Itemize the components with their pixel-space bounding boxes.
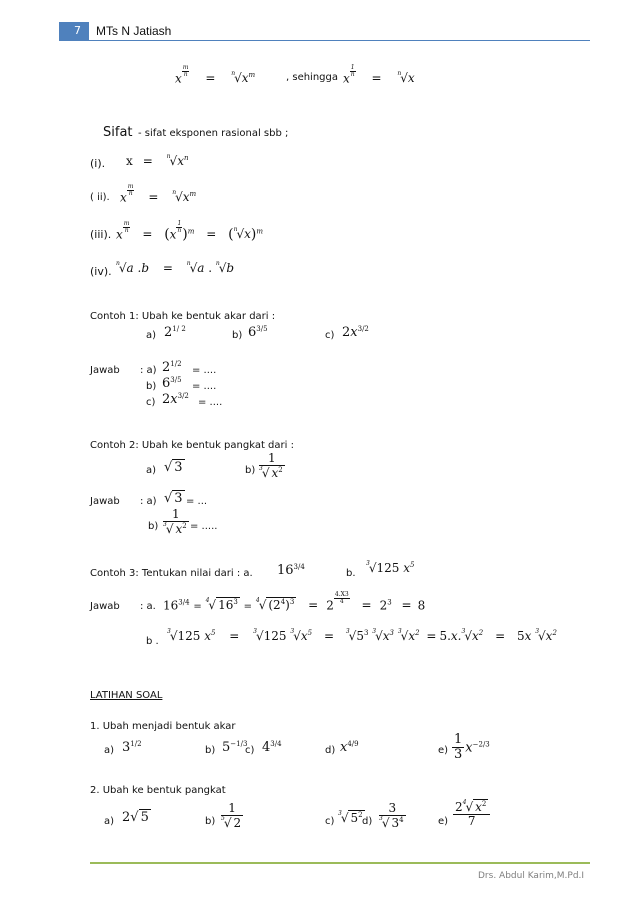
sifat-title: Sifat xyxy=(103,125,133,140)
contoh2-ja-dots: = ... xyxy=(186,496,208,507)
contoh1-jc-label: c) xyxy=(146,397,156,408)
intro-sehingga: , sehingga xyxy=(286,72,338,83)
contoh1-title: Contoh 1: Ubah ke bentuk akar dari : xyxy=(90,311,276,322)
contoh1-jc-expr: $2x^{3/2}$ xyxy=(162,392,189,407)
q2-a-label: a) xyxy=(104,816,115,827)
q2-e-expr: $\frac{2^4√ x^2}{7}$ xyxy=(452,800,491,828)
q1-e-label: e) xyxy=(438,745,449,756)
q1-d-label: d) xyxy=(325,745,336,756)
contoh2-a-label: a) xyxy=(146,465,157,476)
q1-e-expr: $\frac{1}{3}$ $x^{-2/3}$ xyxy=(454,732,490,763)
contoh2-ja-expr: √ 3 xyxy=(164,491,183,506)
q1-a-expr: $3^{1/2}$ xyxy=(122,740,142,755)
contoh1-jb-label: b) xyxy=(146,381,157,392)
q2-b-label: b) xyxy=(205,816,216,827)
q2-a-expr: 2√ 5 xyxy=(122,810,149,825)
q1-d-expr: $x^{4/9}$ xyxy=(340,740,359,755)
page-number: 7 xyxy=(74,24,81,37)
contoh1-jc-dots: = .... xyxy=(198,397,223,408)
contoh1-b-label: b) xyxy=(232,330,243,341)
contoh1-jb-dots: = .... xyxy=(192,381,217,392)
contoh3-jb-work: $^3$√125 $x^5 = ^3√125$ $^3√x^5 = ^3√5^3$ $^3√x^3$ $^3√x^2 = 5.x.^3√x^2 = 5x$ $^3√x^2$ xyxy=(167,628,557,643)
contoh1-b-expr: $6^{3/5}$ xyxy=(248,325,268,340)
sifat-i-label: (i). xyxy=(90,157,106,170)
contoh3-b-label: b. xyxy=(346,568,356,579)
sifat-iv-label: (iv). xyxy=(90,265,112,278)
q2-c-label: c) xyxy=(325,816,335,827)
q1-b-label: b) xyxy=(205,745,216,756)
sifat-iii-formula: x $\frac{m}{n}$ = (x $\frac{1}{n}$ )$^m = (^n√x)^m$ xyxy=(116,220,263,243)
q1-a-label: a) xyxy=(104,745,115,756)
header-title: MTs N Jatiash xyxy=(96,24,172,38)
q2-b-expr: $\frac{1}{^5√ 2}$ xyxy=(221,801,242,831)
contoh2-ja-label: : a) xyxy=(140,496,157,507)
sifat-ii-formula: x $\frac{m}{n}$ = $^n√x^m$ xyxy=(120,183,197,205)
sifat-iii-label: (iii). xyxy=(90,228,112,241)
contoh3-title: Contoh 3: Tentukan nilai dari : a. xyxy=(90,568,253,579)
contoh3-a-expr: $16^{3/4}$ xyxy=(277,563,305,578)
q2-d-label: d) xyxy=(362,816,373,827)
sifat-ii-label: ( ii). xyxy=(90,192,110,203)
sifat-iv-formula: $^n$√a .b = $^n$√a . $^n$√b xyxy=(116,260,235,275)
contoh1-ja-dots: = .... xyxy=(192,365,217,376)
q2-e-label: e) xyxy=(438,816,449,827)
latihan-q1: 1. Ubah menjadi bentuk akar xyxy=(90,721,236,732)
header-rule xyxy=(59,40,590,41)
contoh1-ja-label: : a) xyxy=(140,365,157,376)
contoh1-ja-expr: $2^{1/2}$ xyxy=(162,360,182,375)
contoh3-jawab: Jawab xyxy=(90,601,120,612)
contoh2-title: Contoh 2: Ubah ke bentuk pangkat dari : xyxy=(90,440,294,451)
contoh3-jb-label: b . xyxy=(146,636,159,647)
sifat-desc: - sifat eksponen rasional sbb ; xyxy=(138,128,289,139)
contoh3-ja-label: : a. xyxy=(140,601,156,612)
contoh2-jb-dots: = ..... xyxy=(190,521,218,532)
contoh1-a-label: a) xyxy=(146,330,157,341)
latihan-q2: 2. Ubah ke bentuk pangkat xyxy=(90,785,226,796)
contoh3-ja-work: $16^{3/4} = ^4√$ $16^3 = ^4√$ $(2^4)^3 = 2$ $\frac{4.X3}{4}$ = $2^3 = 8$ xyxy=(163,591,426,613)
latihan-title: LATIHAN SOAL xyxy=(90,690,163,701)
contoh2-jb-label: b) xyxy=(148,521,159,532)
q2-c-expr: $^3$√ $5^2$ xyxy=(338,810,363,825)
contoh3-b-expr: $^3$√125 $x^5$ xyxy=(366,560,415,575)
q2-d-expr: $\frac{3}{^3√ 3^4}$ xyxy=(379,801,404,831)
contoh2-b-expr: $\frac{1}{^3√ x^2}$ xyxy=(259,451,283,481)
footer-author: Drs. Abdul Karim,M.Pd.I xyxy=(478,871,585,881)
contoh2-jawab: Jawab xyxy=(90,496,120,507)
intro-consequence: x $\frac{1}{n}$ = $^n$√x xyxy=(343,64,415,86)
contoh1-jb-expr: $6^{3/5}$ xyxy=(162,376,182,391)
contoh2-b-label: b) xyxy=(245,465,256,476)
q1-c-label: c) xyxy=(245,745,255,756)
intro-definition: x $\frac{m}{n}$ = $^n√x^m$ xyxy=(175,64,256,86)
footer-rule xyxy=(90,862,590,864)
sifat-i-formula: $x = ^n√x^n$ xyxy=(126,153,189,168)
contoh2-jb-expr: $\frac{1}{^3√ x^2}$ xyxy=(163,507,187,537)
contoh1-c-expr: $2x^{3/2}$ xyxy=(342,325,369,340)
contoh1-c-label: c) xyxy=(325,330,335,341)
q1-c-expr: $4^{3/4}$ xyxy=(262,740,282,755)
contoh1-a-expr: $2^{1/ 2}$ xyxy=(164,325,186,340)
q1-b-expr: $5^{-1/3}$ xyxy=(222,740,248,755)
contoh1-jawab: Jawab xyxy=(90,365,120,376)
contoh2-a-expr: √ 3 xyxy=(164,460,183,475)
